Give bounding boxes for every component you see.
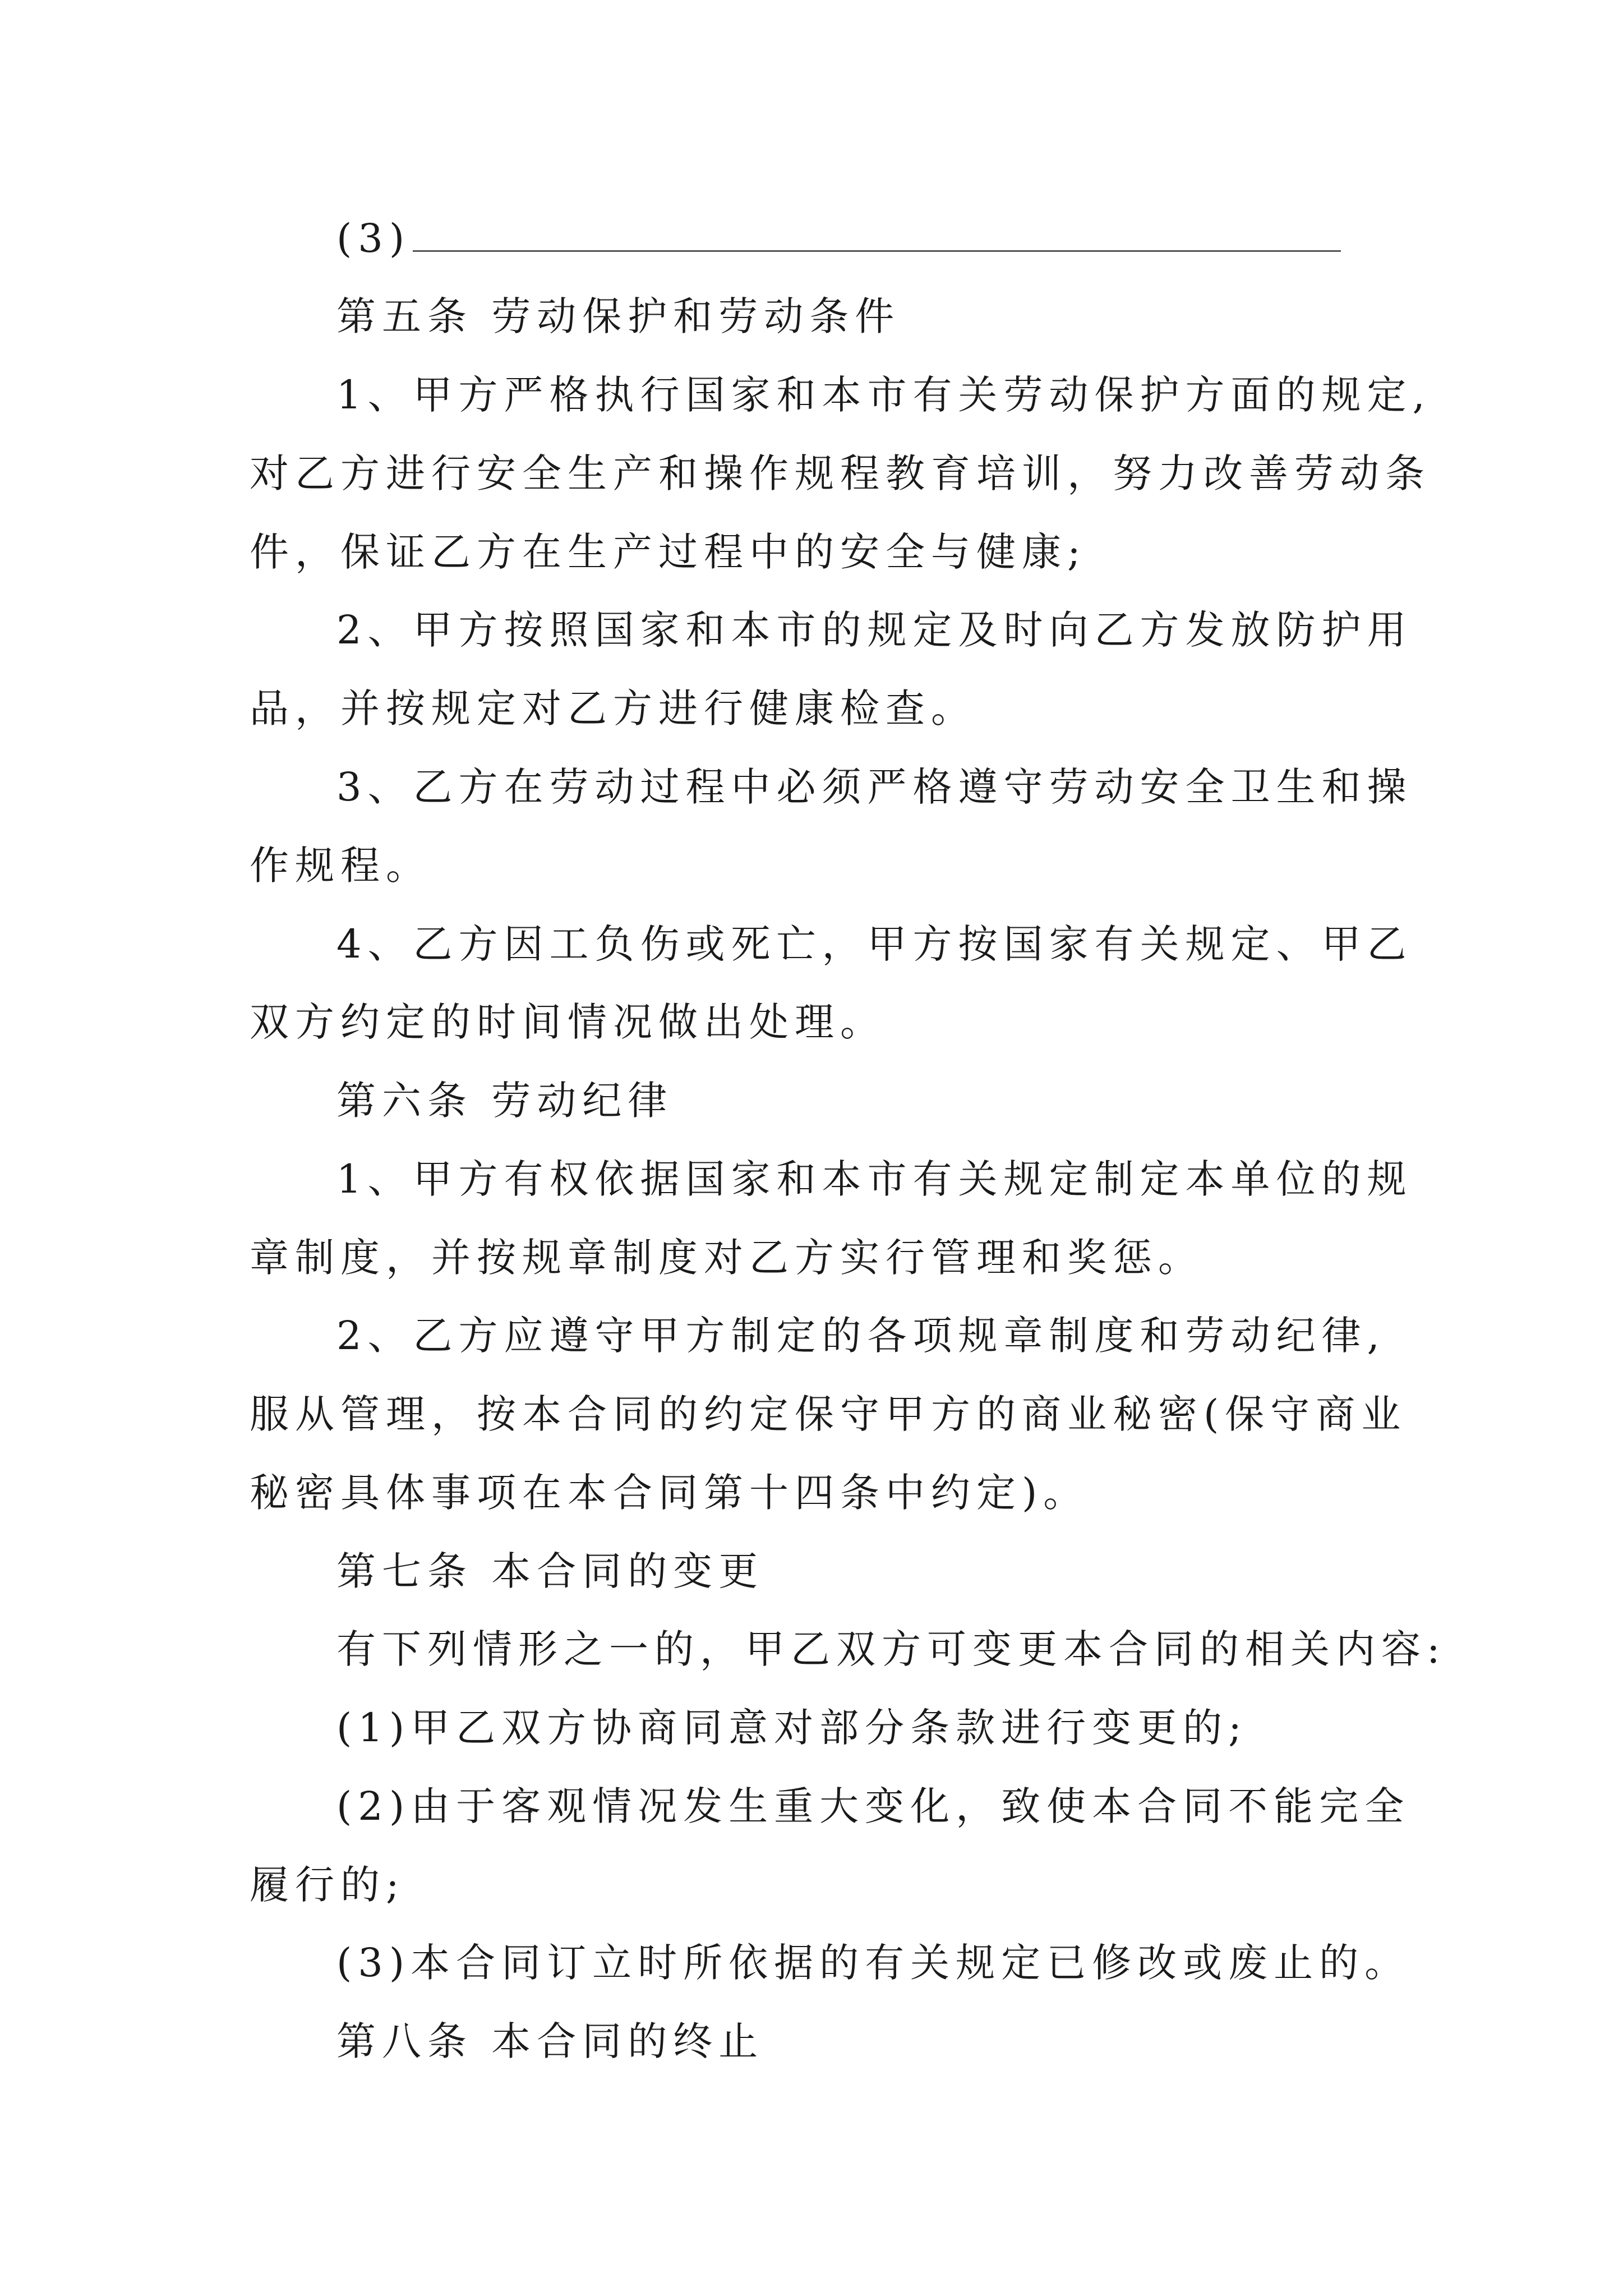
paragraph-line: 2、乙方应遵守甲方制定的各项规章制度和劳动纪律,: [336, 1313, 1386, 1359]
paragraph-line: (3)本合同订立时所依据的有关规定已修改或废止的。: [336, 1940, 1410, 1986]
paragraph-line: 1、甲方严格执行国家和本市有关劳动保护方面的规定,: [336, 372, 1431, 418]
paragraph-line: 章制度，并按规章制度对乙方实行管理和奖惩。: [250, 1235, 1204, 1281]
paragraph-line: 品，并按规定对乙方进行健康检查。: [250, 685, 976, 731]
paragraph-line: 对乙方进行安全生产和操作规程教育培训，努力改善劳动条: [250, 450, 1431, 496]
article-8-heading: 第八条 本合同的终止: [336, 2018, 764, 2064]
clause-4-item-3-line: [0, 210, 1623, 266]
paragraph-line: 秘密具体事项在本合同第十四条中约定)。: [250, 1470, 1089, 1516]
paragraph-line: 件，保证乙方在生产过程中的安全与健康;: [250, 529, 1087, 575]
paragraph-line: (1)甲乙双方协商同意对部分条款进行变更的;: [336, 1705, 1248, 1751]
paragraph-line: 1、甲方有权依据国家和本市有关规定制定本单位的规: [336, 1156, 1413, 1202]
paragraph-line: 双方约定的时间情况做出处理。: [250, 999, 886, 1045]
paragraph-line: 有下列情形之一的，甲乙双方可变更本合同的相关内容:: [336, 1626, 1446, 1672]
paragraph-line: 4、乙方因工负伤或死亡，甲方按国家有关规定、甲乙: [336, 921, 1413, 967]
paragraph-line: 作规程。: [250, 843, 431, 889]
paragraph-line: 2、甲方按照国家和本市的规定及时向乙方发放防护用: [336, 607, 1413, 653]
fill-in-blank-underline: [413, 211, 1341, 252]
paragraph-line: (2)由于客观情况发生重大变化，致使本合同不能完全: [336, 1783, 1410, 1829]
paragraph-line: 履行的;: [250, 1862, 405, 1908]
paragraph-line: 3、乙方在劳动过程中必须严格遵守劳动安全卫生和操: [336, 764, 1413, 810]
article-7-heading: 第七条 本合同的变更: [336, 1548, 764, 1594]
item-number: (3): [336, 215, 411, 261]
article-5-heading: 第五条 劳动保护和劳动条件: [336, 293, 901, 339]
article-6-heading: 第六条 劳动纪律: [336, 1078, 674, 1124]
paragraph-line: 服从管理，按本合同的约定保守甲方的商业秘密(保守商业: [250, 1391, 1407, 1437]
